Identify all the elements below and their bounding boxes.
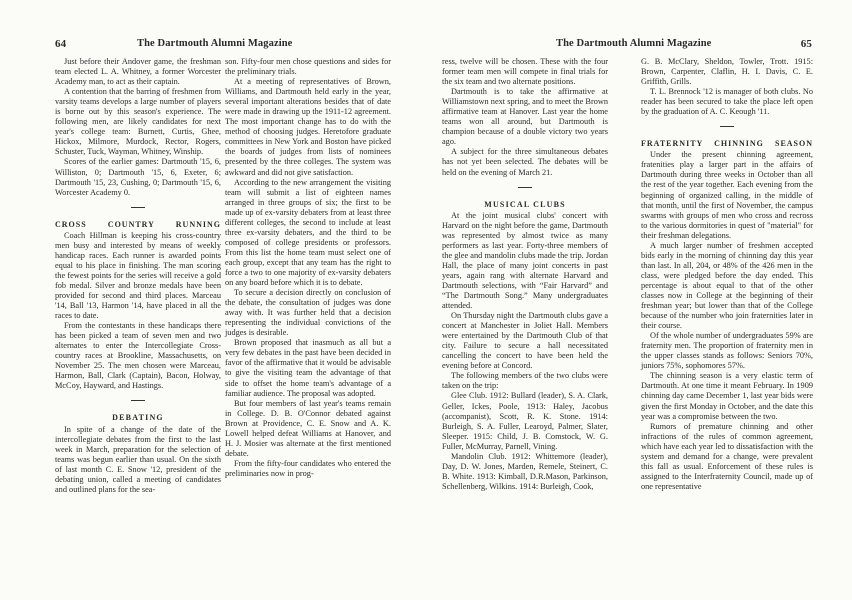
column-2 [225,57,391,479]
paragraph: From the fifty-four candidates who entered the preliminaries now in prog- [225,458,391,478]
paragraph: The chinning season is a very elastic term of Dartmouth. At one time it meant February. In 1909 chinning day came December 1, last year bids were given the first Monday in October, and the date this year was a compromise between the two. [641,371,813,421]
column-1 [55,57,221,495]
section-divider [720,126,734,127]
paragraph: Glee Club. 1912: Bullard (leader), S. A. Clark, Geller, Ickes, Poole, 1913: Haley, Jacobus (accompanist), Scott, R. K. Stone. 1914: Burleigh, S. A. Fuller, Learoyd, Palmer, Slater, Sleeper. 1915: Child, J. B. Comstock, W. G. Fuller, McMurray, Parnell, Vining. [442,391,608,451]
page-number: 64 [55,38,67,50]
column-2 [641,57,813,492]
section-heading-debating: DEBATING [112,413,164,423]
paragraph: On Thursday night the Dartmouth clubs gave a concert at Manchester in Joliet Hall. Members were entertained by the Dartmouth Club of that city. Failure to secure a hall necessitated cancelling the concert to have been held the evening before at Concord. [442,311,608,371]
section-divider [131,207,145,208]
section-heading-fraternity-chinning: FRATERNITY CHINNING SEASON [641,139,813,149]
paragraph: Just before their Andover game, the freshman team elected L. A. Whitney, a former Worcester Academy man, to act as their captain. [55,57,221,87]
paragraph: A much larger number of freshmen accepted bids early in the morning of chinning day this year than last. In all, 204, or 48% of the 426 men in the class, were pledged before the day ended. This percentage is about equal to that of the other classes now in College at the beginning of their freshman year; but lower than that of the College because of the number who join fraternities later in their course. [641,240,813,331]
page-65 [426,0,852,600]
paragraph: Brown proposed that inasmuch as all but a very few debates in the past have been decided in favor of the affirmative that it would be advisable to give the visiting team the advantage of that side to offset the home team's advantage of a familiar audience. The proposal was adopted. [225,338,391,398]
section-divider [131,400,145,401]
paragraph: Dartmouth is to take the affirmative at Williamstown next spring, and to meet the Brown affirmative team at Hanover. Last year the home teams won all around, but Dartmouth is champion because of a double victory two years ago. [442,87,608,147]
paragraph: At the joint musical clubs' concert with Harvard on the night before the game, Dartmouth was represented by almost twice as many performers as last year. Forty-three members of the glee and mandolin clubs made the trip. Jordan Hall, the place of many joint concerts in past years, again rang with alternate Harvard and Dartmouth selections, with “Fair Harvard” and “The Dartmouth Song.” Many undergraduates attended. [442,210,608,311]
section-heading-cross-country: CROSS COUNTRY RUNNING [55,219,221,229]
paragraph: In spite of a change of the date of the intercollegiate debates from the first to the last week in March, preparation for the selection of teams was begun earlier than usual. On the sixth of last month C. E. Snow '12, president of the debating union, called a meeting of candidates and outlined plans for the sea- [55,424,221,494]
paragraph: Coach Hillman is keeping his cross-country men busy and interested by means of weekly handicap races. Each runner is awarded points equal to his place in finishing. The man scoring the fewest points for the series will receive a gold fob medal. Silver and bronze medals have been provided for second and third places. Marceau '14, Ball '13, Harmon '14, have placed in all the races to date. [55,230,221,321]
paragraph: But four members of last year's teams remain in College. D. B. O'Connor debated against Brown at Providence, C. E. Snow and A. K. Lowell helped defeat Williams at Hanover, and H. J. Mosier was alternate at the first mentioned debate. [225,398,391,458]
page-number: 65 [800,38,812,50]
section-divider [518,187,532,188]
paragraph: G. B. McClary, Sheldon, Towler, Trott. 1915: Brown, Carpenter, Claflin, H. I. Davis, C. E. Griffith, Grills. [641,57,813,87]
paragraph: At a meeting of representatives of Brown, Williams, and Dartmouth held early in the year, several important alterations besides that of date were made in drawing up the 1911-12 agreement. The most important change has to do with the method of choosing judges. Heretofore graduate committees in New York and Boston have picked the boards of judges from lists of nominees presented by the three colleges. The system was awkward and did not give satisfaction. [225,77,391,177]
running-head-right [436,38,812,52]
paragraph: According to the new arrangement the visiting team will submit a list of eighteen names arranged in three groups of six; the first to be made up of ex-varsity debaters from at least three different colleges, the second to include at least three ex-varsity debaters, and the third to be composed of college presidents or professors. From this list the home team must select one of each group, except that any team has the right to force a two to one majority of ex-varsity debaters on any board before which it is to debate. [225,177,391,288]
running-head-left [55,38,414,52]
paragraph: The following members of the two clubs were taken on the trip: [442,371,608,391]
paragraph: Under the present chinning agreement, fratenities play a larger part in the affairs of Dartmouth during three weeks in October than all the rest of the year together. Each evening from the beginning of organized calling, in the middle of that month, until the first of November, the campus swarms with groups of men who cross and recross to the various dormitories in quest of "material" for their freshman delegations. [641,150,813,240]
paragraph: A contention that the barring of freshmen from varsity teams develops a large number of players is borne out by this season's experience. The following men, are likely candidates for next year's college team: Burnett, Curtis, Ghee, Hickox, Milmore, Murdock, Rector, Rogers, Schuster, Tuck, Wayman, Whitney, Winship. [55,87,221,157]
paragraph: From the contestants in these handicaps there has been picked a team of seven men and two alternates to enter the Intercollegiate Cross-country races at Brookline, Massachusetts, on November 25. The men chosen were Marceau, Harmon, Ball, Clark (Captain), Bacon, Holway, McCoy, Hayward, and Hastings. [55,321,221,391]
paragraph: T. L. Brennock '12 is manager of both clubs. No reader has been secured to take the place left open by the graduation of A. C. Keough '11. [641,87,813,117]
paragraph: Mandolin Club. 1912: Whittemore (leader), Day, D. W. Jones, Marden, Remele, Steinert, C. B. White. 1913: Kimball, D.R.Mason, Parkinson, Schellenberg, Wilkins. 1914: Burleigh, Cook, [442,451,608,491]
paragraph: ress, twelve will be chosen. These with the four former team men will compete in final trials for the six team and two alternate positions. [442,57,608,87]
paragraph: Of the whole number of undergraduates 59% are fraternity men. The proportion of fraternity men in the upper classes stands as follows: Seniors 70%, juniors 75%, sophomores 57%. [641,331,813,371]
paragraph: A subject for the three simultaneous debates has not yet been selected. The debates will be held on the evening of March 21. [442,147,608,177]
magazine-title: The Dartmouth Alumni Magazine [556,38,712,49]
paragraph: son. Fifty-four men chose questions and sides for the preliminary trials. [225,57,391,77]
column-1 [442,57,608,492]
paragraph: Rumors of premature chinning and other infractions of the rules of common agreement, which have each year led to dissatisfaction with the system and demand for a change, were prevalent this fall as usual. Enforcement of these rules is assigned to the Interfraternity Council, made up of one representative [641,421,813,491]
paragraph: To secure a decision directly on conclusion of the debate, the consultation of judges was done away with. It was further held that a decision representing the individual convictions of the judges is desirable. [225,288,391,338]
paragraph: Scores of the earlier games: Dartmouth '15, 6, Williston, 0; Dartmouth '15, 6, Exeter, 6; Dartmouth '15, 23, Cushing, 0; Dartmouth '15, 6, Worcester Academy 0. [55,157,221,197]
magazine-title: The Dartmouth Alumni Magazine [137,38,293,49]
section-heading-musical-clubs: MUSICAL CLUBS [484,199,566,209]
